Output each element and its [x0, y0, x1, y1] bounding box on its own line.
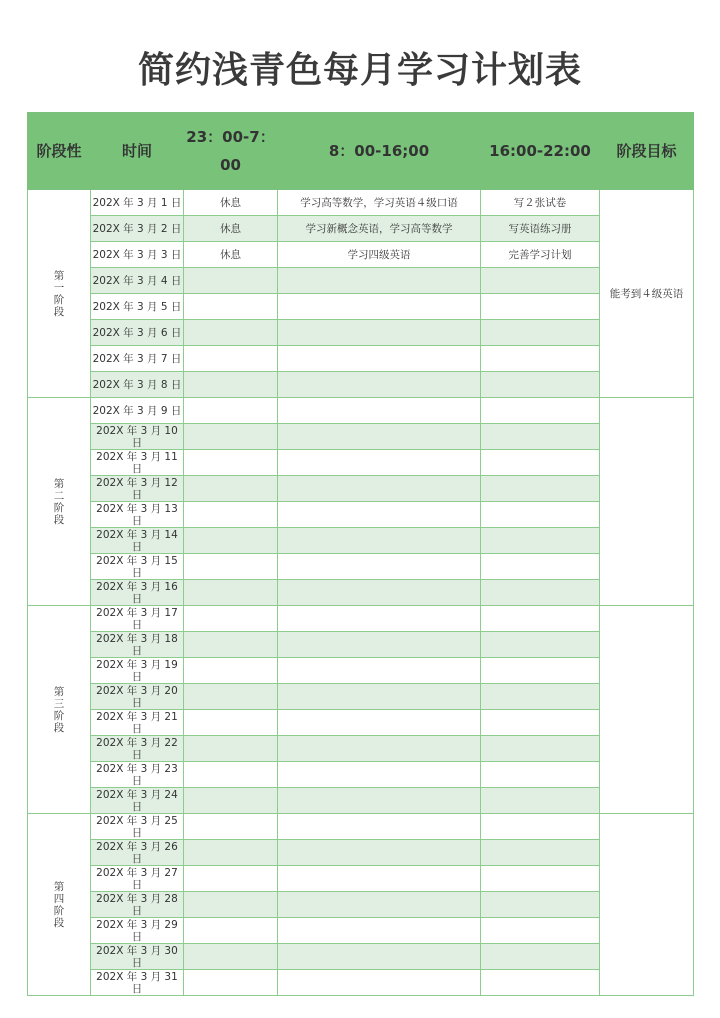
table-row [28, 502, 694, 528]
slot-day-cell [278, 944, 481, 970]
date-cell: 202X 年 3 月 5 日 [91, 294, 184, 320]
date-cell: 202X 年 3 月 6 日 [91, 320, 184, 346]
table-row [28, 710, 694, 736]
slot-night-cell [184, 528, 278, 554]
slot-night-cell [184, 398, 278, 424]
table-row [28, 944, 694, 970]
slot-evening-cell [481, 840, 600, 866]
table-row [28, 658, 694, 684]
slot-day-cell [278, 632, 481, 658]
slot-night-cell [184, 450, 278, 476]
date-cell: 202X 年 3 月 29 日 [91, 918, 184, 944]
slot-day-cell [278, 866, 481, 892]
table-row [28, 398, 694, 424]
date-cell: 202X 年 3 月 7 日 [91, 346, 184, 372]
slot-night-cell [184, 970, 278, 996]
date-cell: 202X 年 3 月 24 日 [91, 788, 184, 814]
table-row [28, 346, 694, 372]
slot-evening-cell [481, 372, 600, 398]
table-row [28, 476, 694, 502]
table-row [28, 632, 694, 658]
slot-evening-cell [481, 450, 600, 476]
table-row [28, 268, 694, 294]
date-cell: 202X 年 3 月 9 日 [91, 398, 184, 424]
slot-evening-cell: 写２张试卷 [481, 190, 600, 216]
slot-evening-cell: 完善学习计划 [481, 242, 600, 268]
slot-night-cell: 休息 [184, 216, 278, 242]
slot-night-cell [184, 294, 278, 320]
date-cell: 202X 年 3 月 22 日 [91, 736, 184, 762]
table-row [28, 970, 694, 996]
header-slot-night: 23：00-7：00 [184, 113, 278, 190]
table-row [28, 866, 694, 892]
slot-day-cell [278, 892, 481, 918]
slot-evening-cell [481, 970, 600, 996]
slot-evening-cell [481, 502, 600, 528]
date-cell: 202X 年 3 月 27 日 [91, 866, 184, 892]
date-cell: 202X 年 3 月 13 日 [91, 502, 184, 528]
date-cell: 202X 年 3 月 18 日 [91, 632, 184, 658]
slot-day-cell: 学习新概念英语，学习高等数学 [278, 216, 481, 242]
slot-day-cell [278, 814, 481, 840]
header-goal: 阶段目标 [600, 113, 694, 190]
date-cell: 202X 年 3 月 26 日 [91, 840, 184, 866]
slot-night-cell [184, 944, 278, 970]
slot-evening-cell [481, 554, 600, 580]
date-cell: 202X 年 3 月 12 日 [91, 476, 184, 502]
slot-day-cell [278, 736, 481, 762]
slot-night-cell [184, 424, 278, 450]
slot-night-cell [184, 580, 278, 606]
slot-day-cell [278, 970, 481, 996]
header-stage: 阶段性 [28, 113, 91, 190]
date-cell: 202X 年 3 月 23 日 [91, 762, 184, 788]
slot-evening-cell [481, 684, 600, 710]
table-row [28, 216, 694, 242]
slot-evening-cell [481, 398, 600, 424]
slot-day-cell [278, 424, 481, 450]
slot-night-cell [184, 892, 278, 918]
table-body [28, 190, 694, 996]
date-cell: 202X 年 3 月 2 日 [91, 216, 184, 242]
table-row [28, 840, 694, 866]
header-slot-day: 8：00-16;00 [278, 113, 481, 190]
slot-night-cell [184, 814, 278, 840]
slot-night-cell [184, 762, 278, 788]
slot-day-cell [278, 580, 481, 606]
slot-evening-cell [481, 944, 600, 970]
table-row [28, 788, 694, 814]
table-row [28, 320, 694, 346]
table-row [28, 554, 694, 580]
slot-evening-cell [481, 736, 600, 762]
slot-evening-cell [481, 710, 600, 736]
slot-evening-cell [481, 476, 600, 502]
slot-night-cell [184, 268, 278, 294]
slot-night-cell [184, 372, 278, 398]
date-cell: 202X 年 3 月 11 日 [91, 450, 184, 476]
slot-evening-cell [481, 294, 600, 320]
date-cell: 202X 年 3 月 8 日 [91, 372, 184, 398]
slot-day-cell [278, 528, 481, 554]
slot-night-cell [184, 320, 278, 346]
slot-night-cell [184, 840, 278, 866]
stage-label: 第二阶段 [53, 477, 65, 526]
slot-day-cell [278, 320, 481, 346]
date-cell: 202X 年 3 月 4 日 [91, 268, 184, 294]
study-plan-table [27, 112, 694, 996]
stage-cell [28, 606, 91, 814]
date-cell: 202X 年 3 月 15 日 [91, 554, 184, 580]
stage-cell [28, 190, 91, 398]
slot-evening-cell [481, 268, 600, 294]
table-row [28, 242, 694, 268]
slot-day-cell [278, 684, 481, 710]
page-title: 简约浅青色每月学习计划表 [137, 50, 582, 91]
table-row [28, 684, 694, 710]
slot-night-cell [184, 476, 278, 502]
slot-day-cell [278, 476, 481, 502]
table-row [28, 814, 694, 840]
goal-cell [600, 814, 694, 996]
slot-day-cell [278, 294, 481, 320]
slot-day-cell [278, 918, 481, 944]
slot-evening-cell [481, 814, 600, 840]
date-cell: 202X 年 3 月 17 日 [91, 606, 184, 632]
slot-night-cell [184, 788, 278, 814]
slot-day-cell [278, 554, 481, 580]
slot-night-cell [184, 658, 278, 684]
stage-label: 第三阶段 [53, 685, 65, 734]
slot-night-cell [184, 632, 278, 658]
header-row [28, 113, 694, 190]
slot-night-cell [184, 710, 278, 736]
table-row [28, 528, 694, 554]
goal-cell: 能考到４级英语 [600, 190, 694, 398]
slot-evening-cell [481, 424, 600, 450]
table-row [28, 190, 694, 216]
slot-evening-cell [481, 346, 600, 372]
table-row [28, 606, 694, 632]
date-cell: 202X 年 3 月 20 日 [91, 684, 184, 710]
table-row [28, 372, 694, 398]
date-cell: 202X 年 3 月 14 日 [91, 528, 184, 554]
slot-day-cell [278, 372, 481, 398]
slot-day-cell [278, 840, 481, 866]
slot-evening-cell [481, 580, 600, 606]
slot-night-cell: 休息 [184, 190, 278, 216]
table-row [28, 918, 694, 944]
slot-night-cell [184, 736, 278, 762]
date-cell: 202X 年 3 月 25 日 [91, 814, 184, 840]
date-cell: 202X 年 3 月 1 日 [91, 190, 184, 216]
slot-night-cell [184, 606, 278, 632]
slot-day-cell [278, 502, 481, 528]
slot-day-cell [278, 398, 481, 424]
slot-evening-cell [481, 606, 600, 632]
table-row [28, 762, 694, 788]
date-cell: 202X 年 3 月 28 日 [91, 892, 184, 918]
slot-day-cell [278, 788, 481, 814]
slot-evening-cell [481, 892, 600, 918]
slot-day-cell: 学习高等数学，学习英语４级口语 [278, 190, 481, 216]
slot-evening-cell [481, 918, 600, 944]
slot-night-cell [184, 684, 278, 710]
table-row [28, 736, 694, 762]
stage-cell [28, 398, 91, 606]
date-cell: 202X 年 3 月 10 日 [91, 424, 184, 450]
slot-night-cell [184, 346, 278, 372]
table-row [28, 424, 694, 450]
stage-label: 第四阶段 [53, 880, 65, 929]
date-cell: 202X 年 3 月 31 日 [91, 970, 184, 996]
slot-night-cell [184, 554, 278, 580]
date-cell: 202X 年 3 月 16 日 [91, 580, 184, 606]
slot-day-cell [278, 762, 481, 788]
slot-night-cell [184, 866, 278, 892]
slot-day-cell: 学习四级英语 [278, 242, 481, 268]
stage-cell [28, 814, 91, 996]
slot-evening-cell [481, 788, 600, 814]
slot-evening-cell [481, 866, 600, 892]
slot-evening-cell [481, 632, 600, 658]
slot-evening-cell [481, 528, 600, 554]
slot-evening-cell: 写英语练习册 [481, 216, 600, 242]
date-cell: 202X 年 3 月 30 日 [91, 944, 184, 970]
slot-day-cell [278, 268, 481, 294]
date-cell: 202X 年 3 月 19 日 [91, 658, 184, 684]
table-row [28, 450, 694, 476]
header-slot-evening: 16:00-22:00 [481, 113, 600, 190]
slot-day-cell [278, 710, 481, 736]
slot-night-cell [184, 502, 278, 528]
table-row [28, 580, 694, 606]
slot-day-cell [278, 658, 481, 684]
slot-evening-cell [481, 762, 600, 788]
date-cell: 202X 年 3 月 21 日 [91, 710, 184, 736]
table-row [28, 294, 694, 320]
table-row [28, 892, 694, 918]
slot-night-cell: 休息 [184, 242, 278, 268]
slot-evening-cell [481, 658, 600, 684]
slot-night-cell [184, 918, 278, 944]
goal-cell [600, 398, 694, 606]
stage-label: 第一阶段 [53, 269, 65, 318]
date-cell: 202X 年 3 月 3 日 [91, 242, 184, 268]
slot-day-cell [278, 346, 481, 372]
slot-evening-cell [481, 320, 600, 346]
slot-day-cell [278, 606, 481, 632]
goal-cell [600, 606, 694, 814]
header-time: 时间 [91, 113, 184, 190]
slot-day-cell [278, 450, 481, 476]
